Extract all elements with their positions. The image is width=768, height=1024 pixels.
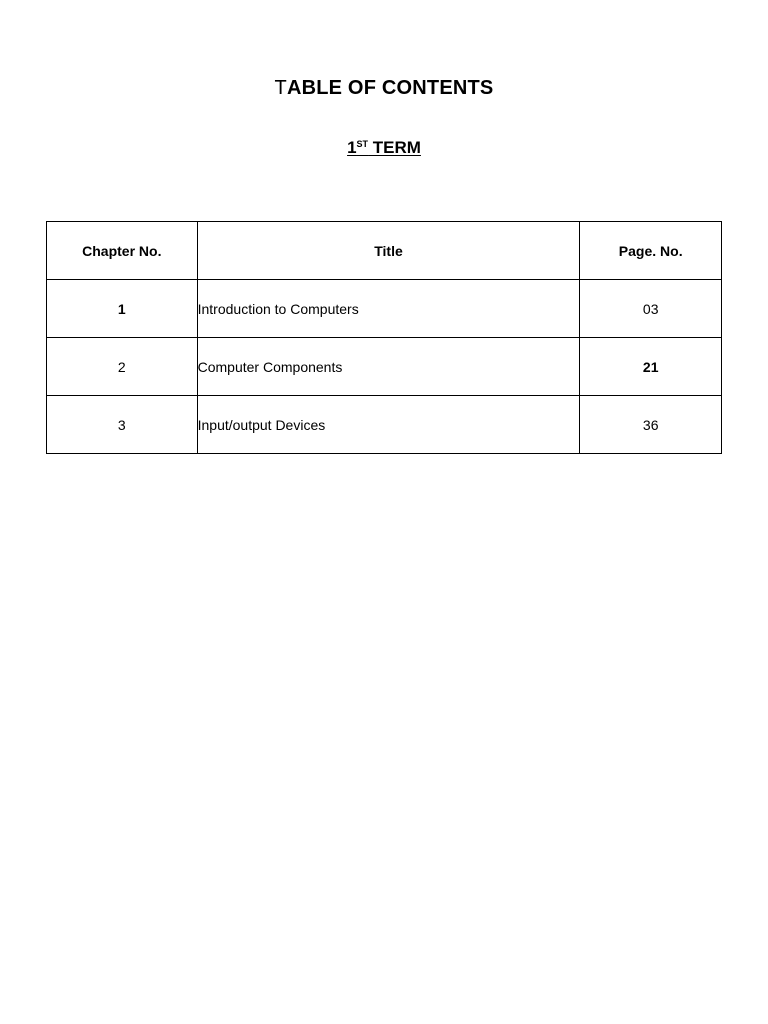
row-title: Computer Components: [197, 338, 580, 396]
row-page-no: 21: [580, 338, 722, 396]
row-chapter-no: 1: [47, 280, 198, 338]
row-chapter-no: 2: [47, 338, 198, 396]
table-row: [47, 338, 722, 396]
page-title-rest: ABLE OF CONTENTS: [286, 77, 494, 99]
term-label: TERM: [368, 138, 421, 157]
term-number: 1: [347, 138, 357, 157]
term-heading: [0, 138, 768, 158]
row-page-no: 36: [580, 396, 722, 454]
term-superscript: ST: [356, 139, 369, 149]
table-header-row: [47, 222, 722, 280]
page-title: [0, 77, 768, 100]
table-row: [47, 396, 722, 454]
header-page-no: Page. No.: [580, 222, 722, 280]
row-page-no: 03: [580, 280, 722, 338]
header-chapter-no: Chapter No.: [47, 222, 198, 280]
contents-table: [46, 221, 722, 454]
header-title: Title: [197, 222, 580, 280]
term-heading-text: [347, 138, 421, 157]
row-title: Introduction to Computers: [197, 280, 580, 338]
row-title: Input/output Devices: [197, 396, 580, 454]
table-row: [47, 280, 722, 338]
row-chapter-no: 3: [47, 396, 198, 454]
page-title-first-letter: T: [274, 77, 287, 99]
